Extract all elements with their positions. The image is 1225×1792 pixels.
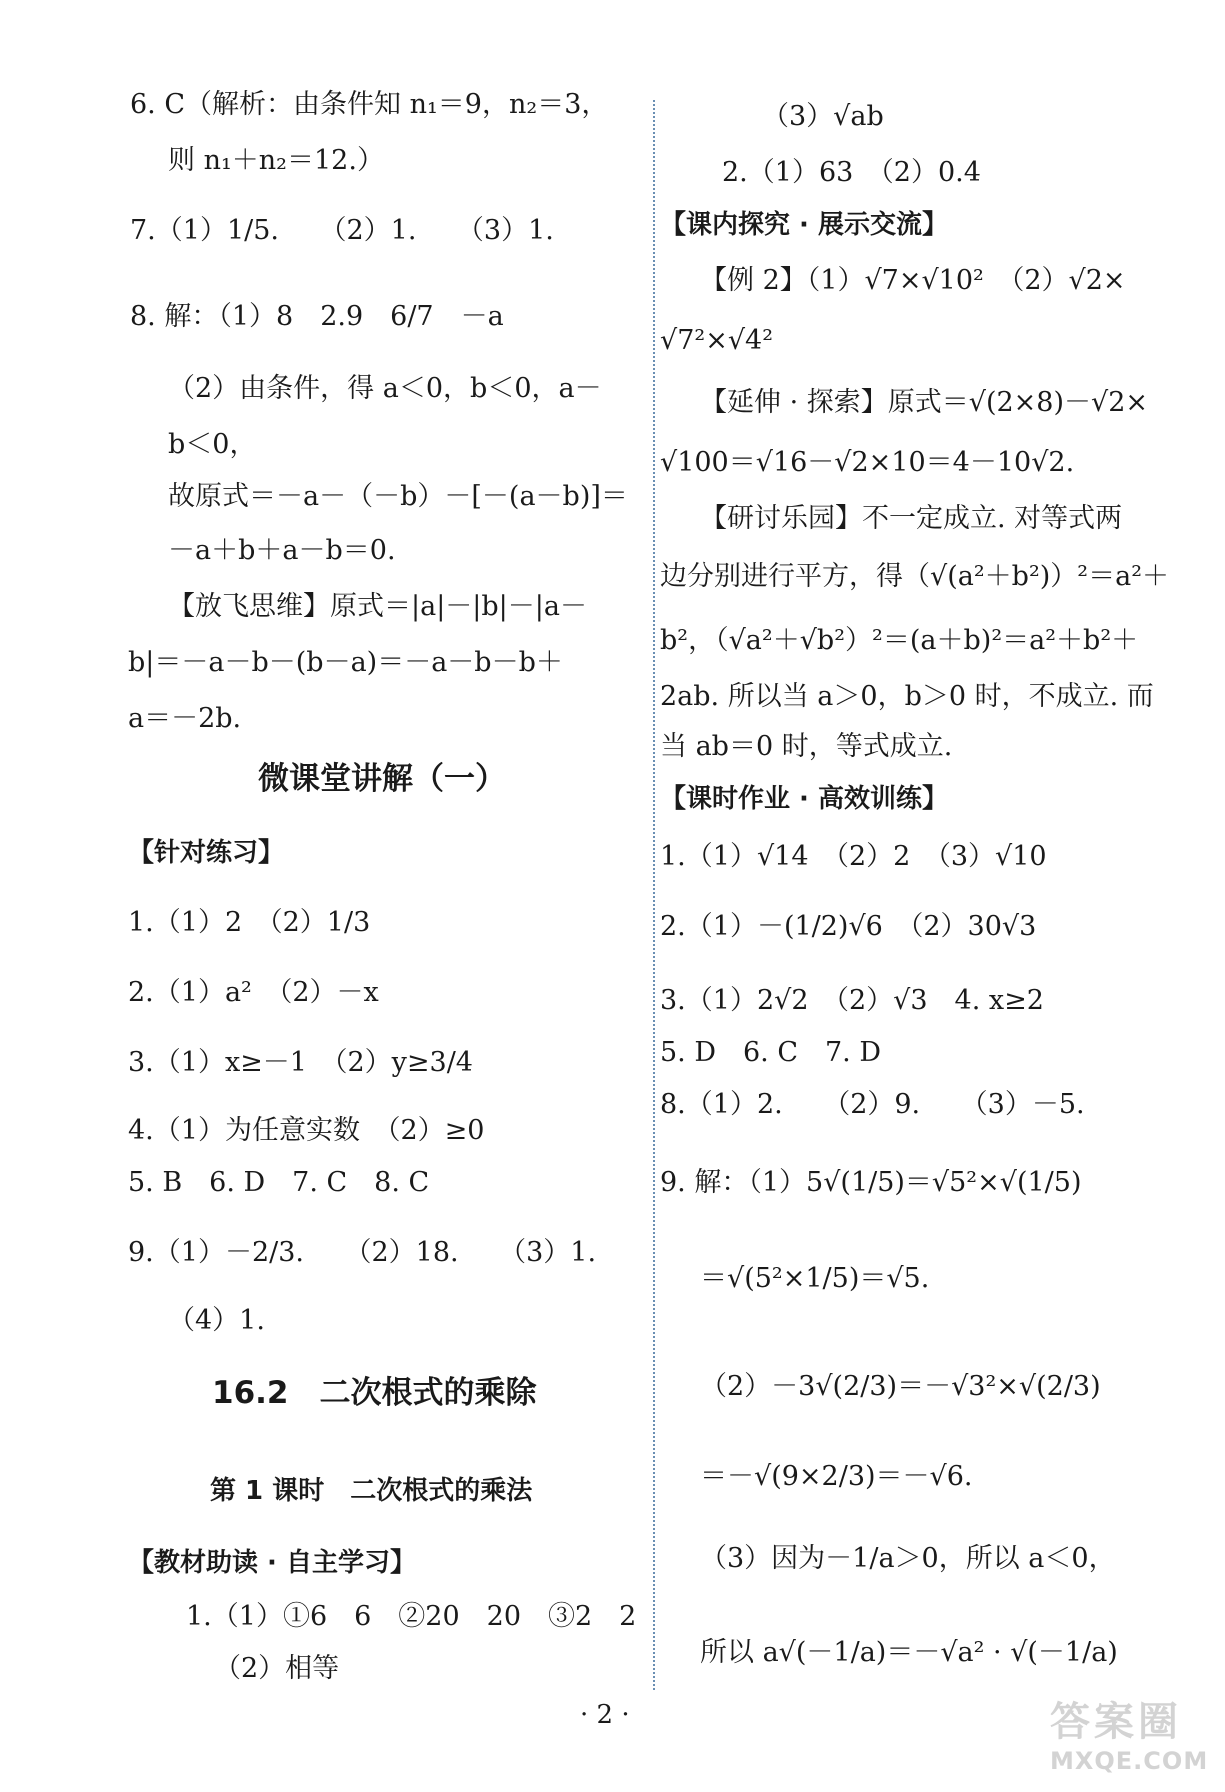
lesson-title: 第 1 课时 二次根式的乘法 (210, 1476, 533, 1506)
text-line: 3.（1）x≥－1 （2）y≥3/4 (128, 1047, 473, 1078)
text-line: 则 n₁＋n₂＝12.） (168, 145, 384, 176)
text-line: 6. C（解析：由条件知 n₁＝9，n₂＝3， (130, 89, 609, 120)
text-line: 1.（1）①6 6 ②20 20 ③2 2 (186, 1601, 637, 1632)
text-line: 2.（1）a² （2）－x (128, 977, 379, 1008)
text-line: 7.（1）1/5. （2）1. （3）1. (130, 215, 554, 246)
text-line: 【延伸 · 探索】原式＝√(2×8)－√2× (700, 387, 1149, 418)
watermark-logo-text: 答案圈 (1050, 1699, 1182, 1745)
text-line: 边分别进行平方，得（√(a²＋b²)）²＝a²＋ (660, 561, 1170, 592)
text-line: 2.（1）－(1/2)√6 （2）30√3 (660, 911, 1037, 942)
text-line: （3）√ab (762, 101, 884, 132)
text-line: 当 ab＝0 时，等式成立. (660, 731, 953, 762)
text-line: √7²×√4² (660, 325, 774, 356)
watermark-logo (1050, 1690, 1210, 1778)
text-line: 2.（1）63 （2）0.4 (722, 157, 981, 188)
text-line: ＝－√(9×2/3)＝－√6. (700, 1461, 973, 1492)
section-title: 16.2 二次根式的乘除 (212, 1375, 537, 1411)
text-line: 8. 解：（1）8 2.9 6/7 －a (130, 301, 504, 332)
text-line: （2）相等 (214, 1653, 340, 1684)
section-heading: 【课时作业 · 高效训练】 (660, 784, 948, 814)
text-line: 8.（1）2. （2）9. （3）－5. (660, 1089, 1085, 1120)
text-line: 1.（1）√14 （2）2 （3）√10 (660, 841, 1047, 872)
text-line: 所以 a√(－1/a)＝－√a² · √(－1/a) (700, 1637, 1118, 1668)
section-heading: 【教材助读 · 自主学习】 (128, 1548, 416, 1578)
text-line: a＝－2b. (128, 703, 242, 734)
text-line: 【研讨乐园】不一定成立. 对等式两 (700, 503, 1123, 534)
text-line: 5. D 6. C 7. D (660, 1037, 881, 1068)
text-line: ＝√(5²×1/5)＝√5. (700, 1263, 930, 1294)
section-heading: 【课内探究 · 展示交流】 (660, 210, 948, 240)
text-line: b|＝－a－b－(b－a)＝－a－b－b＋ (128, 647, 563, 678)
text-line: （3）因为－1/a＞0，所以 a＜0， (700, 1543, 1116, 1574)
text-line: 5. B 6. D 7. C 8. C (128, 1167, 430, 1198)
text-line: 4.（1）为任意实数 （2）≥0 (128, 1115, 485, 1146)
text-line: b＜0， (168, 429, 257, 460)
text-line: －a＋b＋a－b＝0. (168, 535, 396, 566)
text-line: 9. 解：（1）5√(1/5)＝√5²×√(1/5) (660, 1167, 1082, 1198)
text-line: （4）1. (168, 1305, 265, 1336)
text-line: 9.（1）－2/3. （2）18. （3）1. (128, 1237, 597, 1268)
text-line: （2）由条件，得 a＜0，b＜0，a－ (168, 373, 602, 404)
text-line: 2ab. 所以当 a＞0，b＞0 时，不成立. 而 (660, 681, 1154, 712)
column-divider (653, 100, 655, 1690)
text-line: 1.（1）2 （2）1/3 (128, 907, 371, 938)
watermark-url: MXQE.COM (1050, 1747, 1209, 1775)
text-line: √100＝√16－√2×10＝4－10√2. (660, 447, 1075, 478)
section-title: 微课堂讲解（一） (258, 761, 506, 797)
text-line: 【例 2】（1）√7×√10² （2）√2× (700, 265, 1126, 296)
text-line: 【放飞思维】原式＝|a|－|b|－|a－ (168, 591, 587, 622)
page-number: · 2 · (580, 1700, 630, 1730)
text-line: 3.（1）2√2 （2）√3 4. x≥2 (660, 985, 1044, 1016)
text-line: （2）－3√(2/3)＝－√3²×√(2/3) (700, 1371, 1101, 1402)
text-line: b²，（√a²＋√b²）²＝(a＋b)²＝a²＋b²＋ (660, 625, 1139, 656)
text-line: 故原式＝－a－（－b）－[－(a－b)]＝ (168, 481, 628, 512)
section-heading: 【针对练习】 (128, 838, 285, 868)
